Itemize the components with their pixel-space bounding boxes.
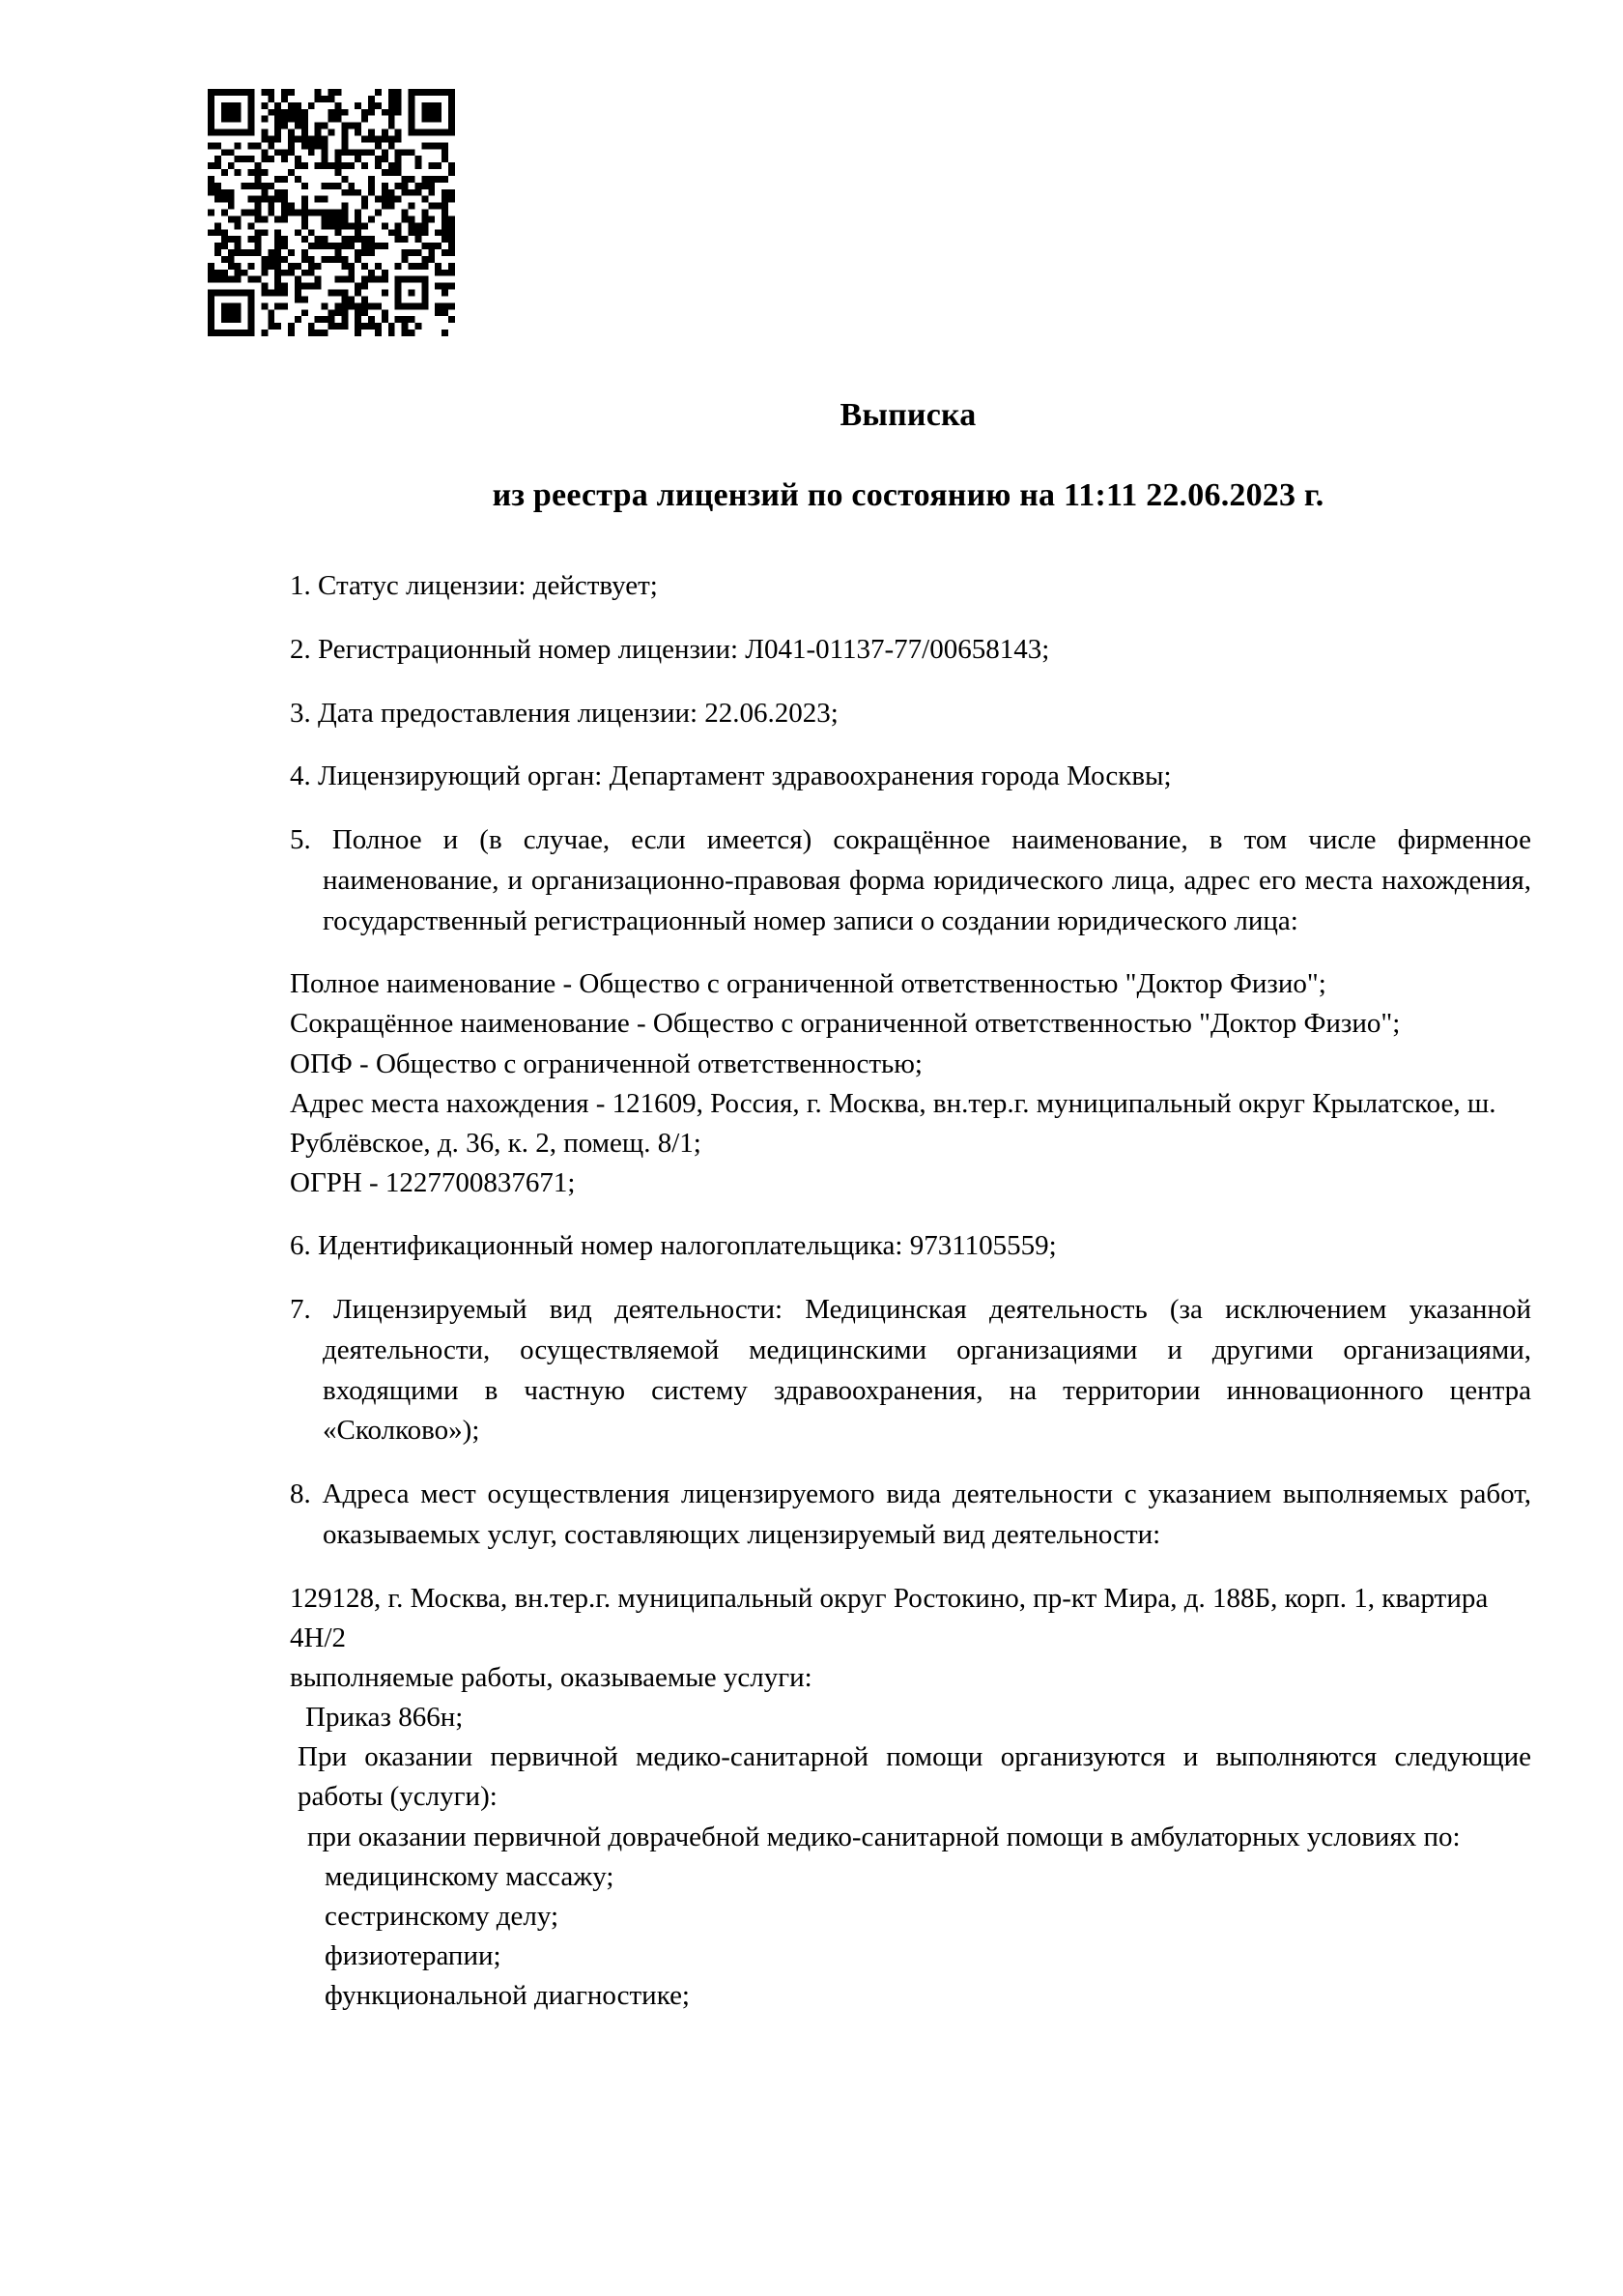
facility-works-header: выполняемые работы, оказываемые услуги: bbox=[290, 1661, 812, 1693]
list-item-registration-number: 2. Регистрационный номер лицензии: Л041-01137-77/00658143; bbox=[290, 633, 1050, 665]
facility-order-number: Приказ 866н; bbox=[305, 1702, 464, 1734]
list-item-taxpayer-number: 6. Идентификационный номер налогоплательщика: 9731105559; bbox=[290, 1230, 1057, 1262]
entity-details-block bbox=[290, 964, 1531, 1203]
list-item-status: 1. Статус лицензии: действует; bbox=[290, 570, 658, 601]
list-item-licensed-activity: 7. Лицензируемый вид деятельности: Медицинская деятельность (за исключением указанной деятельности, осуществляемой медицинскими организациями и другими организациями, входящими в частную систему здравоохранения, на территории инновационного центра «Сколково»); bbox=[290, 1294, 1531, 1447]
entity-short-name: Сокращённое наименование - Общество с ограниченной ответственностью "Доктор Физио"; bbox=[290, 1008, 1401, 1040]
facility-block bbox=[290, 1579, 1531, 2017]
qr-code-canvas bbox=[208, 89, 455, 336]
list-item-service: функциональной диагностике; bbox=[325, 1980, 690, 2012]
entity-address: Адрес места нахождения - 121609, Россия, г. Москва, вн.тер.г. муниципальный округ Крылатское, ш. Рублёвское, д. 36, к. 2, помещ. 8/1; bbox=[290, 1087, 1496, 1159]
list-item-issue-date: 3. Дата предоставления лицензии: 22.06.2023; bbox=[290, 697, 839, 729]
facility-primary-care-intro: При оказании первичной медико-санитарной помощи организуются и выполняются следующие работы (услуги): bbox=[298, 1741, 1531, 1813]
entity-legal-form: ОПФ - Общество с ограниченной ответственностью; bbox=[290, 1048, 923, 1079]
facility-address: 129128, г. Москва, вн.тер.г. муниципальный округ Ростокино, пр-кт Мира, д. 188Б, корп. 1, квартира 4Н/2 bbox=[290, 1582, 1489, 1653]
page-subtitle: из реестра лицензий по состоянию на 11:11 22.06.2023 г. bbox=[492, 477, 1324, 514]
list-item-entity-details: 5. Полное и (в случае, если имеется) сокращённое наименование, в том числе фирменное наименование, и организационно-правовая форма юридического лица, адрес его места нахождения, государственный регистрационный номер записи о создании юридического лица: bbox=[290, 824, 1531, 936]
list-item-activity-addresses: 8. Адреса мест осуществления лицензируемого вида деятельности с указанием выполняемых работ, оказываемых услуг, составляющих лицензируемый вид деятельности: bbox=[290, 1478, 1531, 1550]
qr-code bbox=[208, 89, 455, 336]
list-item-service: медицинскому массажу; bbox=[325, 1860, 614, 1892]
entity-full-name: Полное наименование - Общество с ограниченной ответственностью "Доктор Физио"; bbox=[290, 968, 1326, 1000]
list-item-service: физиотерапии; bbox=[325, 1940, 501, 1972]
list-item-licensing-authority: 4. Лицензирующий орган: Департамент здравоохранения города Москвы; bbox=[290, 761, 1172, 792]
document-body bbox=[290, 566, 1531, 2016]
page-title: Выписка bbox=[840, 397, 977, 433]
entity-ogrn: ОГРН - 1227700837671; bbox=[290, 1167, 576, 1199]
facility-outpatient-intro: при оказании первичной доврачебной медико-санитарной помощи в амбулаторных условиях по: bbox=[307, 1821, 1461, 1852]
list-item-service: сестринскому делу; bbox=[325, 1900, 559, 1932]
title-block bbox=[290, 396, 1526, 514]
